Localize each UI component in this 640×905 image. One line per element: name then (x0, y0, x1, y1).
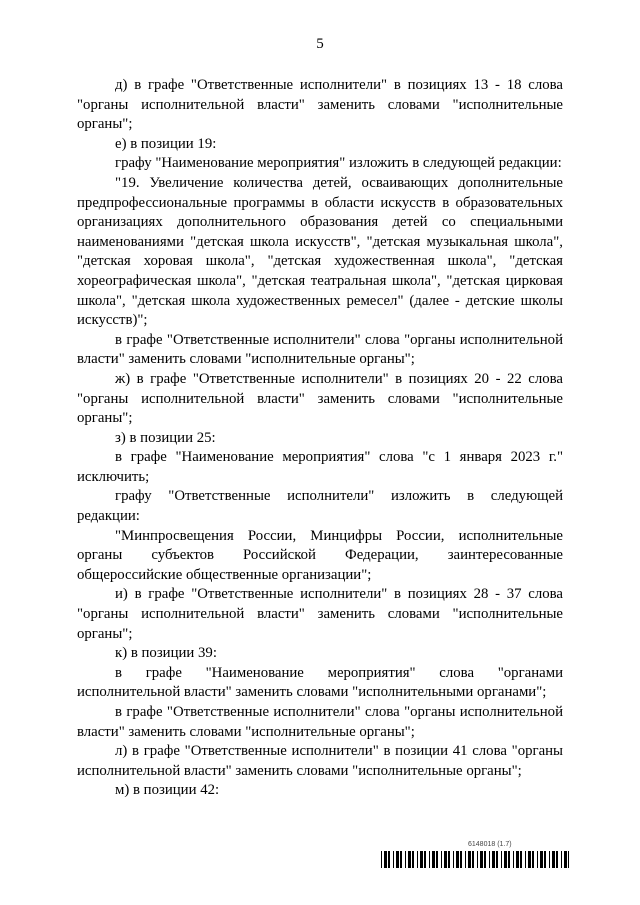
paragraph: "19. Увеличение количества детей, осваивающих дополнительные предпрофессиональные программы в области искусств в образовательных организациях дополнительного образования детей со специальными наименованиями "детская школа искусств", "детская музыкальная школа", "детская хоровая школа", "детская художественная школа", "детская хореографическая школа", "детская театральная школа", "детская цирковая школа", "детская школа художественных ремесел" (далее - детские школы искусств)"; (77, 174, 563, 329)
paragraph: в графе "Ответственные исполнители" слова "органы исполнительной власти" заменить словами "исполнительные органы"; (77, 331, 563, 368)
document-code: 6148018 (1.7) (468, 841, 512, 848)
document-body (77, 76, 563, 801)
barcode-image (381, 851, 569, 868)
paragraph: графу "Ответственные исполнители" изложить в следующей редакции: (77, 488, 563, 525)
paragraph: в графе "Наименование мероприятия" слова "органами исполнительной власти" заменить словами "исполнительными органами"; (77, 664, 563, 701)
paragraph: к) в позиции 39: (115, 645, 217, 662)
paragraph: з) в позиции 25: (115, 429, 216, 446)
paragraph: в графе "Ответственные исполнители" слова "органы исполнительной власти" заменить словами "исполнительные органы"; (77, 704, 563, 740)
paragraph: л) в графе "Ответственные исполнители" в позиции 41 слова "органы исполнительной власти" заменить словами "исполнительные органы"; (77, 743, 563, 779)
paragraph: в графе "Наименование мероприятия" слова "с 1 января 2023 г." исключить; (77, 449, 563, 485)
paragraph: "Минпросвещения России, Минцифры России, исполнительные органы субъектов Российской Федерации, заинтересованные общероссийские общественные организации"; (77, 527, 563, 583)
page-number: 5 (316, 36, 324, 52)
paragraph: е) в позиции 19: (115, 135, 217, 152)
paragraph: ж) в графе "Ответственные исполнители" в позициях 20 - 22 слова "органы исполнительной власти" заменить словами "исполнительные органы"; (77, 370, 563, 427)
paragraph: д) в графе "Ответственные исполнители" в позициях 13 - 18 слова "органы исполнительной власти" заменить словами "исполнительные органы"; (77, 77, 563, 133)
paragraph: м) в позиции 42: (115, 782, 220, 799)
paragraph: и) в графе "Ответственные исполнители" в позициях 28 - 37 слова "органы исполнительной власти" заменить словами "исполнительные органы"; (77, 586, 563, 642)
paragraph: графу "Наименование мероприятия" изложить в следующей редакции: (115, 155, 562, 172)
